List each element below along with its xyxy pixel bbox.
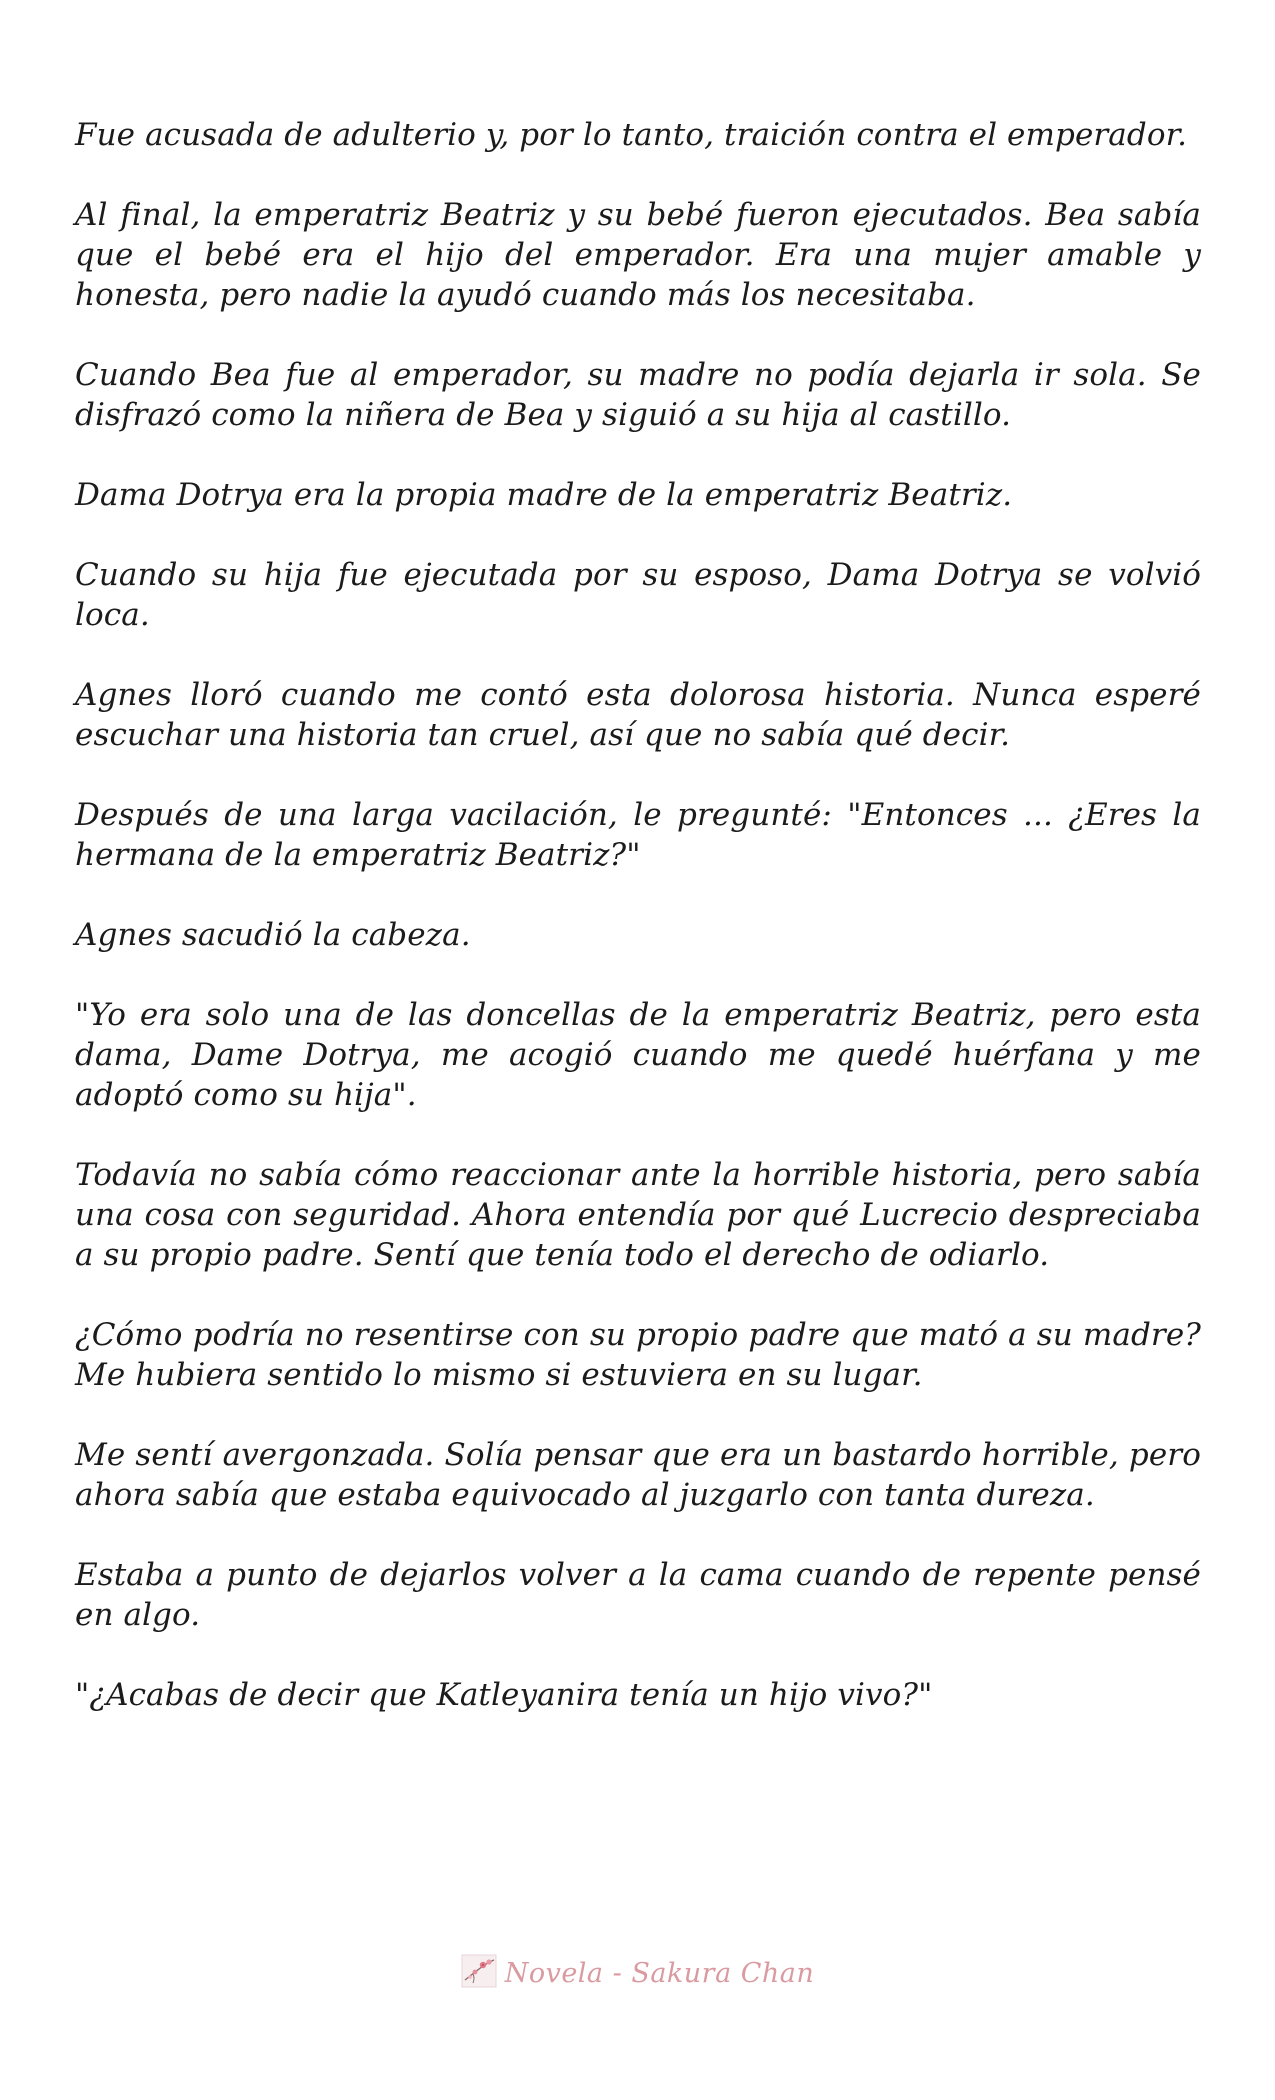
cherry-blossom-logo-icon [461,1954,497,1988]
paragraph: Cuando Bea fue al emperador, su madre no podía dejarla ir sola. Se disfrazó como la niñera de Bea y siguió a su hija al castillo. [75,357,1201,433]
paragraph: Me sentí avergonzada. Solía pensar que era un bastardo horrible, pero ahora sabía que estaba equivocado al juzgarlo con tanta dureza. [75,1437,1201,1513]
paragraph: Estaba a punto de dejarlos volver a la cama cuando de repente pensé en algo. [75,1557,1201,1633]
paragraph: Dama Dotrya era la propia madre de la emperatriz Beatriz. [75,477,1013,513]
footer-credit: Novela - Sakura Chan [504,1958,815,1989]
story-text [75,115,1201,1755]
paragraph: Al final, la emperatriz Beatriz y su bebé fueron ejecutados. Bea sabía que el bebé era el hijo del emperador. Era una mujer amable y honesta, pero nadie la ayudó cuando más los necesitaba. [75,197,1201,313]
paragraph: Cuando su hija fue ejecutada por su esposo, Dama Dotrya se volvió loca. [75,557,1201,633]
paragraph: Después de una larga vacilación, le pregunté: "Entonces ... ¿Eres la hermana de la emperatriz Beatriz?" [75,797,1201,873]
paragraph: "¿Acabas de decir que Katleyanira tenía un hijo vivo?" [75,1677,933,1713]
paragraph: Fue acusada de adulterio y, por lo tanto, traición contra el emperador. [75,117,1188,153]
paragraph: ¿Cómo podría no resentirse con su propio padre que mató a su madre? Me hubiera sentido lo mismo si estuviera en su lugar. [75,1317,1201,1393]
paragraph: Todavía no sabía cómo reaccionar ante la horrible historia, pero sabía una cosa con seguridad. Ahora entendía por qué Lucrecio despreciaba a su propio padre. Sentí que tenía todo el derecho de odiarlo. [75,1157,1201,1273]
paragraph: Agnes sacudió la cabeza. [75,917,471,953]
footer-watermark [0,1958,1275,1989]
paragraph: Agnes lloró cuando me contó esta dolorosa historia. Nunca esperé escuchar una historia tan cruel, así que no sabía qué decir. [75,677,1201,753]
paragraph: "Yo era solo una de las doncellas de la emperatriz Beatriz, pero esta dama, Dame Dotrya, me acogió cuando me quedé huérfana y me adoptó como su hija". [75,997,1201,1113]
